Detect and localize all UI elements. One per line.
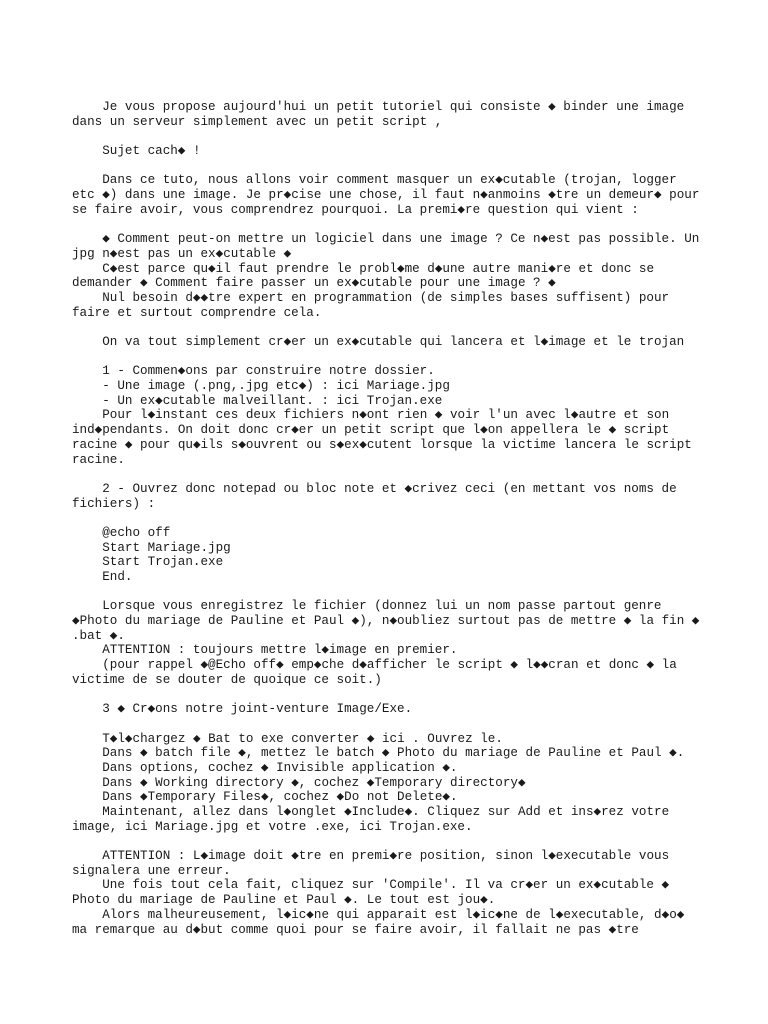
blank-line — [72, 129, 712, 144]
text-line: 3 ◆ Cr◆ons notre joint-venture Image/Exe. — [72, 702, 413, 717]
blank-line — [72, 159, 712, 174]
text-line: C◆est parce qu◆il faut prendre le probl◆me d◆une autre mani◆re et donc se — [72, 261, 655, 276]
text-line: racine ◆ pour qu◆ils s◆ouvrent ou s◆ex◆cutent lorsque la victime lancera le script — [72, 437, 692, 452]
text-line: On va tout simplement cr◆er un ex◆cutable qui lancera et l◆image et le trojan — [72, 335, 685, 349]
text-line: Start Trojan.exe — [72, 555, 224, 570]
text-line: ATTENTION : toujours mettre l◆image en premier. — [72, 643, 458, 658]
text-line: Je vous propose aujourd'hui un petit tutoriel qui consiste ◆ binder une image — [72, 100, 685, 114]
text-line: Dans ◆ Working directory ◆, cochez ◆Temporary directory◆ — [72, 775, 526, 790]
text-line: Dans options, cochez ◆ Invisible application ◆. — [72, 760, 458, 775]
blank-line — [72, 467, 712, 482]
text-line: ◆ Comment peut-on mettre un logiciel dans une image ? Ce n◆est pas possible. Un — [72, 232, 700, 247]
text-line: dans un serveur simplement avec un petit script , — [72, 114, 443, 129]
text-line: jpg n◆est pas un ex◆cutable ◆ — [72, 246, 292, 261]
text-line: victime de se douter de quoique ce soit.) — [72, 672, 382, 687]
blank-line — [72, 320, 712, 335]
blank-line — [72, 350, 712, 365]
blank-line — [72, 834, 712, 849]
text-line: demander ◆ Comment faire passer un ex◆cutable pour une image ? ◆ — [72, 276, 556, 291]
text-line: signalera une erreur. — [72, 863, 231, 878]
text-line: Lorsque vous enregistrez le fichier (donnez lui un nom passe partout genre — [72, 599, 662, 614]
text-line: racine. — [72, 452, 125, 467]
text-line: Dans ◆Temporary Files◆, cochez ◆Do not Delete◆. — [72, 790, 458, 805]
blank-line — [72, 585, 712, 600]
text-line: 1 - Commen◆ons par construire notre dossier. — [72, 364, 435, 379]
text-line: ma remarque au d◆but comme quoi pour se faire avoir, il fallait ne pas ◆tre — [72, 922, 639, 937]
text-line: - Un ex◆cutable malveillant. : ici Trojan.exe — [72, 393, 443, 408]
text-line: Dans ◆ batch file ◆, mettez le batch ◆ Photo du mariage de Pauline et Paul ◆. — [72, 746, 685, 761]
text-line: T◆l◆chargez ◆ Bat to exe converter ◆ ici . Ouvrez le. — [72, 731, 503, 746]
text-line: Dans ce tuto, nous allons voir comment masquer un ex◆cutable (trojan, logger — [72, 173, 677, 188]
text-line: se faire avoir, vous comprendrez pourquoi. La premi◆re question qui vient : — [72, 202, 639, 217]
blank-line — [72, 717, 712, 732]
text-line: Pour l◆instant ces deux fichiers n◆ont rien ◆ voir l'un avec l◆autre et son — [72, 408, 670, 423]
text-line: faire et surtout comprendre cela. — [72, 305, 322, 320]
text-line: Une fois tout cela fait, cliquez sur 'Compile'. Il va cr◆er un ex◆cutable ◆ — [72, 878, 670, 893]
document-body — [72, 100, 712, 937]
blank-line — [72, 511, 712, 526]
text-line: Nul besoin d◆◆tre expert en programmation (de simples bases suffisent) pour — [72, 290, 670, 305]
text-line: fichiers) : — [72, 496, 156, 511]
text-line: (pour rappel ◆@Echo off◆ emp◆che d◆afficher le script ◆ l◆◆cran et donc ◆ la — [72, 658, 677, 673]
text-line: ATTENTION : L◆image doit ◆tre en premi◆re position, sinon l◆executable vous — [72, 849, 670, 864]
text-line: Start Mariage.jpg — [72, 540, 231, 555]
text-line: etc ◆) dans une image. Je pr◆cise une chose, il faut n◆anmoins ◆tre un demeur◆ pour — [72, 188, 700, 203]
text-line: 2 - Ouvrez donc notepad ou bloc note et ◆crivez ceci (en mettant vos noms de — [72, 481, 677, 496]
text-line: Sujet cach◆ ! — [72, 144, 201, 159]
text-line: ◆Photo du mariage de Pauline et Paul ◆), n◆oubliez surtout pas de mettre ◆ la fin ◆ — [72, 614, 700, 629]
text-line: @echo off — [72, 525, 171, 540]
blank-line — [72, 688, 712, 703]
text-line: Photo du mariage de Pauline et Paul ◆. Le tout est jou◆. — [72, 893, 496, 908]
text-line: Alors malheureusement, l◆ic◆ne qui apparait est l◆ic◆ne de l◆executable, d◆o◆ — [72, 907, 685, 922]
text-line: ind◆pendants. On doit donc cr◆er un petit script que l◆on appellera le ◆ script — [72, 423, 670, 438]
text-line: image, ici Mariage.jpg et votre .exe, ici Trojan.exe. — [72, 819, 473, 834]
text-line: - Une image (.png,.jpg etc◆) : ici Mariage.jpg — [72, 379, 450, 394]
text-line: End. — [72, 570, 133, 584]
text-line: .bat ◆. — [72, 628, 125, 643]
blank-line — [72, 218, 712, 233]
text-line: Maintenant, allez dans l◆onglet ◆Include◆. Cliquez sur Add et ins◆rez votre — [72, 805, 670, 819]
